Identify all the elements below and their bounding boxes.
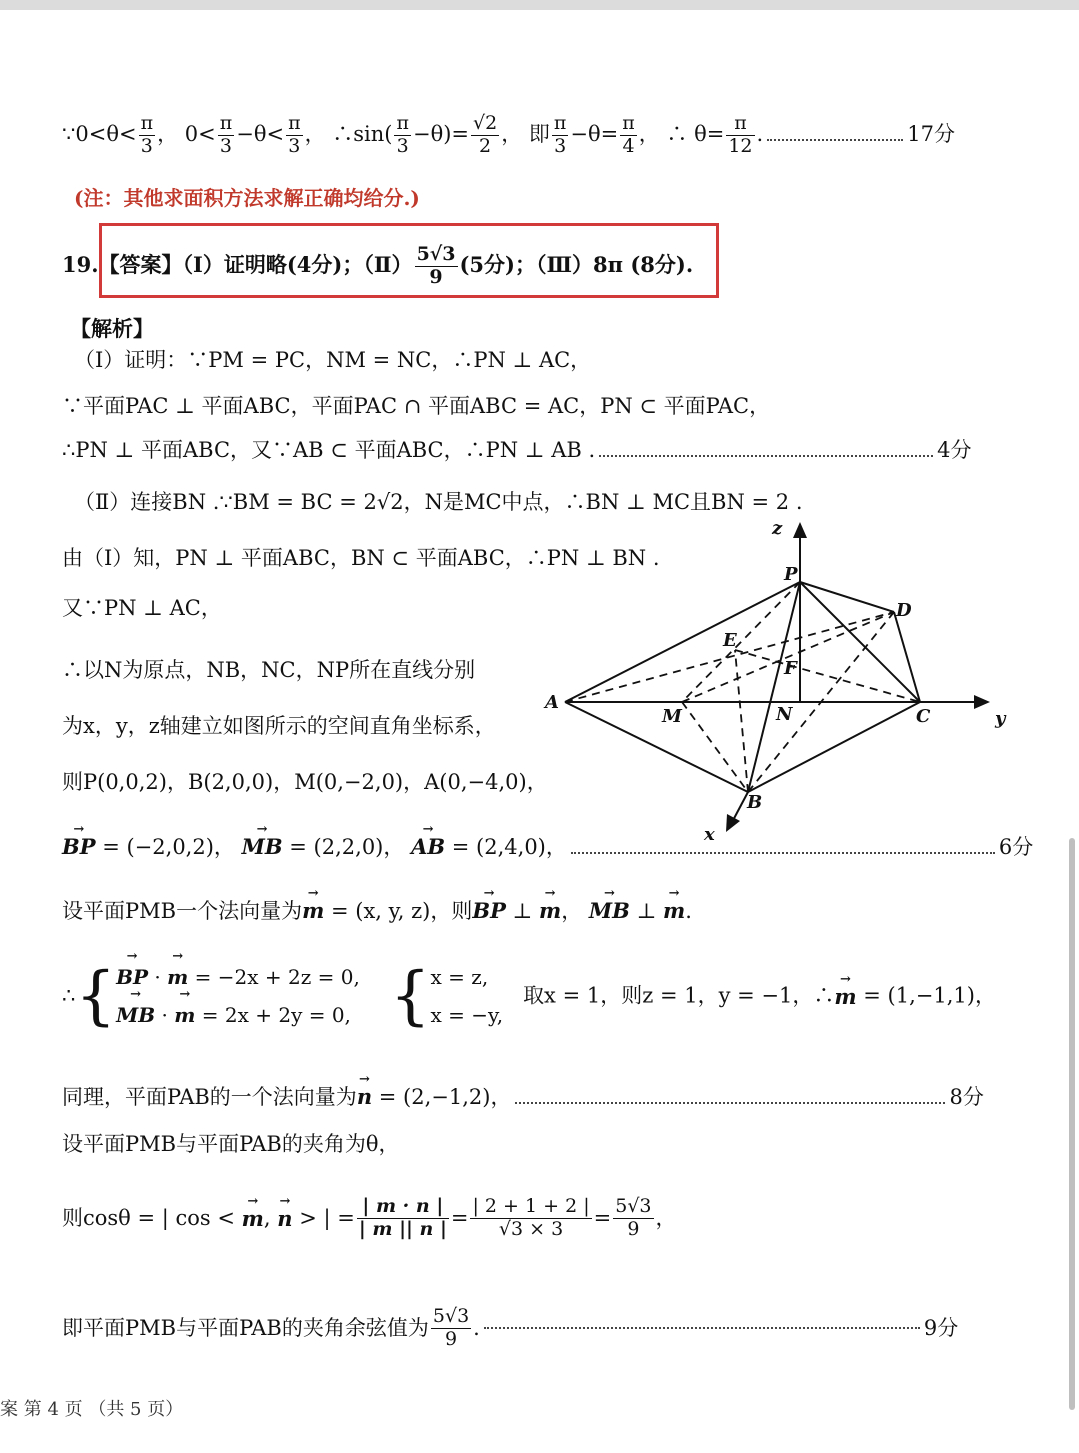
z-arrow	[793, 522, 807, 538]
vector-m: → m	[663, 900, 685, 921]
fraction: $\frac{\pi}{4}$	[622, 112, 635, 157]
text: ，	[157, 121, 179, 146]
p2-line5: 为x，y，z轴建立如图所示的空间直角坐标系，	[62, 714, 496, 738]
fraction: $\frac{\pi}{3}$	[219, 112, 233, 157]
text: 则cosθ = | cos <	[62, 1205, 242, 1230]
score: 8分	[949, 1085, 984, 1109]
text: ⊥	[629, 899, 664, 923]
text: ∴sin(	[332, 121, 393, 146]
dot-op: ·	[155, 1003, 175, 1027]
vector-bp: → BP	[472, 900, 506, 921]
edge-mb	[682, 702, 748, 792]
vector-bp: → BP	[116, 958, 148, 996]
text: −θ<	[236, 121, 285, 146]
equals: =	[593, 1205, 612, 1230]
vector-m: → m	[167, 958, 188, 996]
y-arrow	[974, 695, 990, 709]
fraction: $\frac{\pi}{12}$	[728, 112, 753, 157]
text: ∴	[62, 983, 76, 1008]
label-b: B	[747, 792, 763, 813]
fraction: $\frac{√2}{2}$	[473, 112, 498, 157]
pyramid-figure	[530, 510, 1020, 850]
equation: = 2x + 2y = 0,	[195, 1003, 351, 1027]
text: ∴ θ=	[666, 121, 725, 146]
vector-n: → n	[357, 1086, 372, 1107]
edge-bc	[748, 702, 920, 792]
text: = (x, y, z)，则	[324, 899, 473, 923]
text: ⊥	[505, 899, 539, 923]
vector-mb: → MB	[589, 900, 630, 921]
label-a: A	[545, 692, 559, 713]
score: 9分	[923, 1315, 959, 1340]
text: ，	[638, 121, 660, 146]
vector-m: → m	[834, 986, 856, 1007]
text: (5分)；（Ⅲ）8π (8分).	[459, 251, 694, 277]
fraction: $\frac{| 2 + 1 + 2 |}{√3 \times 3}$	[472, 1195, 590, 1240]
text: = (2,4,0)，	[445, 835, 567, 859]
vector-m: → m	[302, 900, 324, 921]
p2-line8	[62, 900, 692, 922]
equals: =	[450, 1205, 469, 1230]
label-n: N	[776, 704, 793, 725]
text: = (2,2,0)，	[282, 835, 405, 859]
top-bar	[0, 0, 1079, 10]
dot-leader	[484, 1327, 920, 1329]
label-x: x	[704, 824, 715, 845]
fraction: $\frac{\pi}{3}$	[396, 112, 409, 157]
equation-system	[62, 958, 996, 1034]
equation: x = z,	[430, 965, 489, 989]
vector-mb: → MB	[116, 996, 155, 1034]
text: 即平面PMB与平面PAB的夹角余弦值为	[62, 1315, 429, 1340]
text: = (1,−1,1)，	[856, 983, 996, 1008]
p2-line13: 即平面PMB与平面PAB的夹角余弦值为 $\frac{5√3}{9}$ . 9分	[62, 1305, 959, 1350]
answer-line	[62, 244, 693, 289]
left-brace: {	[389, 959, 431, 1033]
vector-m: → m	[242, 1208, 264, 1229]
equation: = −2x + 2z = 0,	[188, 965, 360, 989]
label-m: M	[662, 706, 682, 727]
label-c: C	[916, 706, 931, 727]
p2-line1: （Ⅱ）连接BN .∵BM = BC = 2√2，N是MC中点，∴BN ⊥ MC且BN = 2 .	[74, 490, 803, 514]
text: ，	[655, 1205, 677, 1230]
fraction: $\frac{| m \cdot n |}{| m || n |}$	[358, 1195, 447, 1240]
vector-mb: → MB	[242, 836, 283, 857]
line-17: ∵0<θ< $\frac{\pi}{3}$ ， 0< $\frac{\pi}{3}$ −θ< $\frac{\pi}{3}$ ， ∴sin( $\frac{\pi}{3}$ −θ)= $\frac{√2}{2}$ ， 即 $\frac{\pi}{3}$ −θ= $\frac{\pi}{4}$ ， ∴ θ= $\frac{\pi}{12}$ . 17分	[62, 112, 955, 157]
p1-line2: ∵平面PAC ⊥ 平面ABC，平面PAC ∩ 平面ABC = AC，PN ⊂ 平面PAC，	[62, 394, 771, 418]
vector-n: → n	[277, 1208, 292, 1229]
score: 4分	[937, 438, 972, 462]
edge-ap	[565, 582, 800, 702]
p2-line11: 设平面PMB与平面PAB的夹角为θ，	[62, 1132, 400, 1156]
dot-leader	[767, 139, 903, 141]
text: 同理，平面PAB的一个法向量为	[62, 1085, 357, 1109]
p2-line6: 则P(0,0,2)，B(2,0,0)，M(0,−2,0)，A(0,−4,0)，	[62, 770, 548, 794]
text: = (2,−1,2)，	[372, 1085, 512, 1109]
score: 6分	[998, 835, 1034, 859]
fraction: $\frac{5√3}{9}$	[615, 1195, 652, 1240]
system-left	[116, 958, 360, 1034]
x-arrow	[726, 814, 740, 832]
equation: x = −y,	[430, 1003, 504, 1027]
score: 17分	[907, 121, 955, 146]
analysis-heading: 【解析】	[70, 316, 154, 341]
text: = (−2,0,2)，	[95, 835, 235, 859]
text: ,	[263, 1205, 278, 1230]
edge-ab	[565, 702, 748, 792]
note: (注：其他求面积方法求解正确均给分.)	[74, 186, 420, 210]
text: ，	[501, 121, 523, 146]
vector-m: → m	[539, 900, 561, 921]
dot-leader	[515, 1102, 945, 1104]
vector-bp: → BP	[62, 836, 96, 857]
label-e: E	[723, 630, 737, 651]
text: ∵0<θ<	[62, 121, 137, 146]
p2-line2: 由（Ⅰ）知，PN ⊥ 平面ABC，BN ⊂ 平面ABC，∴PN ⊥ BN .	[62, 546, 660, 570]
text: ，	[561, 899, 583, 923]
system-right	[431, 958, 504, 1034]
fraction: $\frac{\pi}{3}$	[553, 112, 567, 157]
answer-label: 【答案】	[98, 251, 183, 277]
page-footer: 案 第 4 页 （共 5 页）	[0, 1399, 184, 1420]
p2-line12	[62, 1196, 677, 1241]
edge-pb	[748, 582, 800, 792]
text: ∴PN ⊥ 平面ABC，又∵AB ⊂ 平面ABC，∴PN ⊥ AB .	[62, 438, 596, 462]
dot-op: ·	[148, 965, 168, 989]
text: −θ=	[570, 121, 619, 146]
label-d: D	[896, 600, 912, 621]
vector-m: → m	[174, 996, 195, 1034]
text: （Ⅰ）证明略(4分)；（Ⅱ）	[182, 251, 413, 277]
text: 0<	[184, 121, 216, 146]
text: .	[685, 899, 692, 923]
p1-line3	[62, 440, 972, 461]
p1-line1: （Ⅰ）证明：∵PM = PC，NM = NC，∴PN ⊥ AC，	[74, 348, 592, 372]
edge-be	[735, 650, 748, 792]
scrollbar[interactable]	[1069, 838, 1075, 1410]
fraction: $\frac{5√3}{9}$	[432, 1305, 470, 1350]
label-p: P	[784, 564, 798, 585]
p2-line4: ∴以N为原点，NB，NC，NP所在直线分别	[62, 658, 476, 682]
fraction: $\frac{\pi}{3}$	[288, 112, 301, 157]
fraction: $\frac{5√3}{9}$	[416, 243, 456, 288]
question-number: 19.	[62, 251, 99, 277]
label-f: F	[784, 658, 797, 679]
fraction: $\frac{\pi}{3}$	[140, 112, 154, 157]
text: 设平面PMB一个法向量为	[62, 899, 303, 923]
dot-leader	[599, 455, 933, 457]
left-brace: {	[75, 959, 117, 1033]
text: 取x = 1，则z = 1，y = −1，∴	[523, 983, 835, 1008]
text: ，	[304, 121, 326, 146]
label-y: y	[995, 708, 1006, 729]
label-z: z	[772, 518, 783, 539]
dot-leader	[571, 852, 995, 854]
text: 即	[528, 121, 550, 146]
text: −θ)=	[412, 121, 469, 146]
p2-line10	[62, 1086, 984, 1108]
vector-ab: → AB	[411, 836, 445, 857]
p2-line3: 又∵PN ⊥ AC，	[62, 596, 222, 620]
text: > | =	[292, 1205, 355, 1230]
